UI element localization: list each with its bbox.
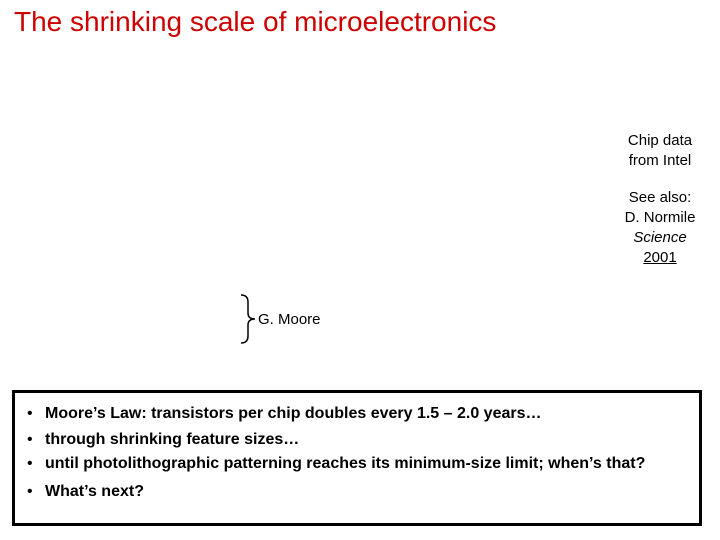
intel-credit-line-1: Chip data — [627, 132, 693, 149]
bullet-item: • until photolithographic patterning reaches its minimum-size limit; when’s that? — [27, 453, 687, 475]
bullet-item: • through shrinking feature sizes… — [27, 427, 687, 453]
key-points-box — [12, 390, 702, 526]
bullet-item: • Moore’s Law: transistors per chip doubles every 1.5 – 2.0 years… — [27, 401, 687, 427]
bullet-item: • What’s next? — [27, 479, 687, 505]
moore-annotation: G. Moore — [258, 311, 321, 328]
intel-credit — [600, 131, 720, 171]
intel-credit-line-2: from Intel — [628, 152, 692, 169]
see-also-reference — [600, 188, 720, 268]
see-also-label: See also: — [628, 189, 692, 206]
reference-year: 2001 — [643, 249, 677, 266]
right-brace-icon — [238, 293, 258, 345]
slide-title: The shrinking scale of microelectronics — [14, 6, 497, 37]
reference-journal: Science — [633, 229, 687, 246]
reference-author: D. Normile — [624, 209, 696, 226]
key-points-list — [27, 401, 687, 505]
